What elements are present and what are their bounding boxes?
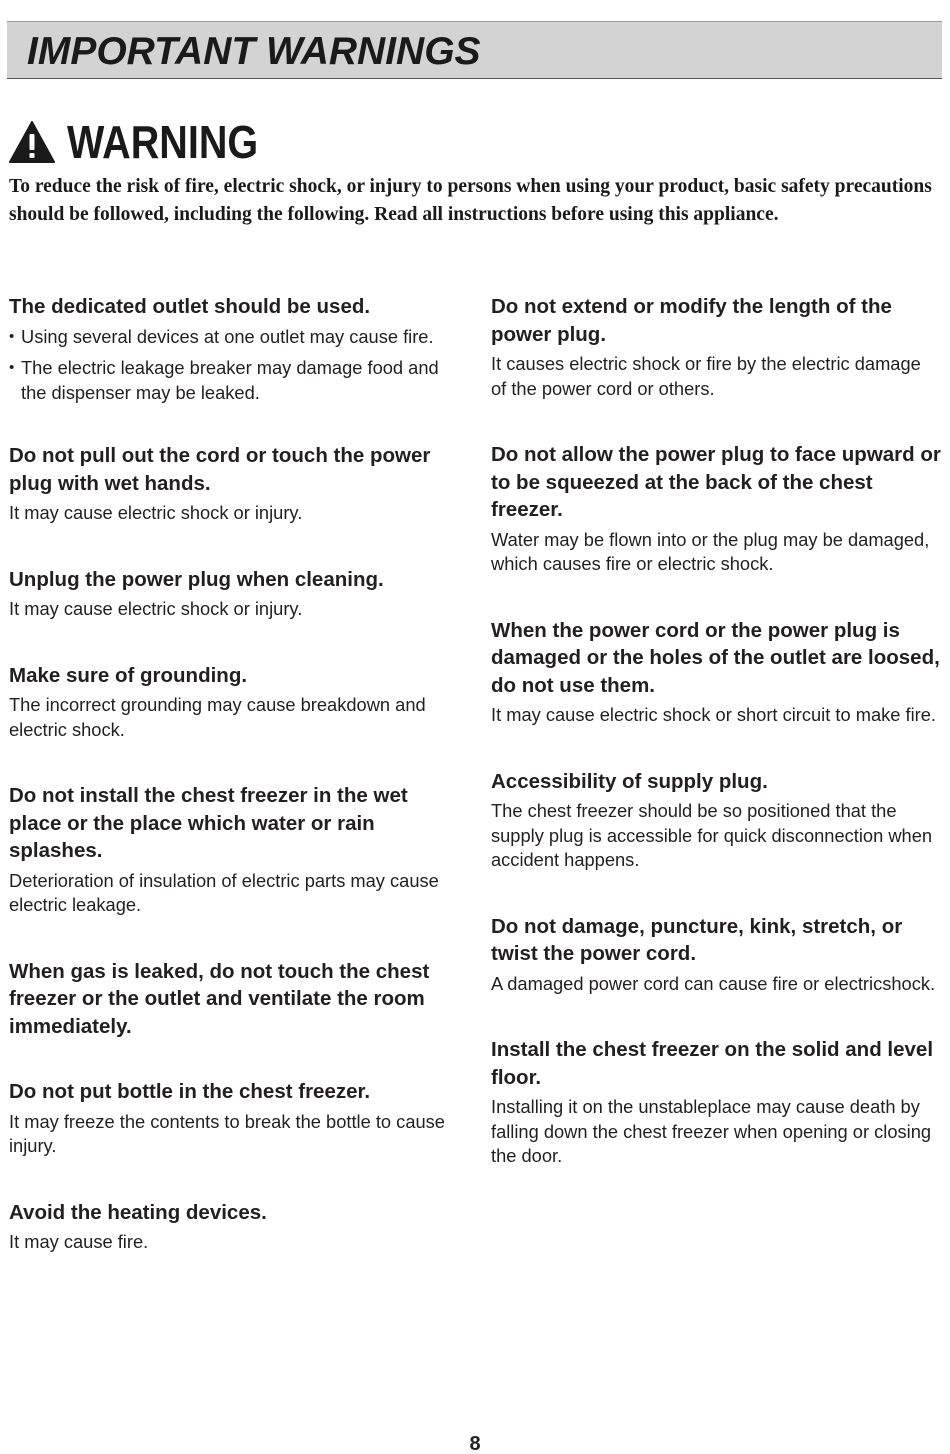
item-heading: Do not allow the power plug to face upward or to be squeezed at the back of the chest freezer. — [491, 443, 941, 521]
warning-item — [491, 617, 941, 728]
item-body: It may cause electric shock or injury. — [9, 502, 303, 523]
item-body: The chest freezer should be so positioned that the supply plug is accessible for quick disconnection when accident happens. — [491, 800, 933, 870]
warning-title: WARNING — [67, 116, 259, 168]
warning-heading — [9, 117, 289, 167]
left-column — [9, 293, 459, 1255]
warning-item — [491, 293, 941, 401]
item-body: Water may be flown into or the plug may be damaged, which causes fire or electric shock. — [491, 528, 930, 574]
item-body: It may cause electric shock or injury. — [9, 598, 303, 619]
item-heading: Do not install the chest freezer in the wet place or the place which water or rain splashes. — [9, 784, 408, 862]
warning-item — [491, 441, 941, 577]
item-heading: Do not damage, puncture, kink, stretch, or twist the power cord. — [491, 914, 903, 965]
warning-item — [9, 662, 459, 743]
item-heading: Do not pull out the cord or touch the power plug with wet hands. — [9, 444, 431, 495]
warning-item — [9, 1078, 459, 1159]
warning-item — [9, 293, 459, 405]
page-number: 8 — [469, 1433, 481, 1454]
section-header-bar — [7, 21, 942, 79]
item-heading: Make sure of grounding. — [9, 663, 248, 687]
bullet-list — [9, 325, 459, 406]
item-body: Installing it on the unstableplace may cause death by falling down the chest freezer when opening or closing the door. — [491, 1096, 932, 1166]
warning-item — [491, 1036, 941, 1169]
item-body: The incorrect grounding may cause breakdown and electric shock. — [9, 694, 426, 740]
warning-intro: To reduce the risk of fire, electric shock, or injury to persons when using your product, basic safety precautions should be followed, including the following. Read all instructions before using this appliance. — [9, 176, 932, 225]
warning-item — [9, 782, 459, 918]
item-body: It causes electric shock or fire by the electric damage of the power cord or others. — [491, 353, 921, 399]
item-heading: Accessibility of supply plug. — [491, 769, 768, 793]
page-title: IMPORTANT WARNINGS — [27, 30, 481, 73]
warning-item — [491, 768, 941, 873]
item-heading: When gas is leaked, do not touch the chest freezer or the outlet and ventilate the room immediately. — [9, 959, 430, 1038]
item-heading: The dedicated outlet should be used. — [9, 295, 371, 318]
warning-item — [491, 913, 941, 997]
bullet-item: • The electric leakage breaker may damage food and the dispenser may be leaked. — [9, 356, 459, 405]
item-heading: Avoid the heating devices. — [9, 1200, 267, 1224]
warning-item — [9, 442, 459, 526]
item-heading: Unplug the power plug when cleaning. — [9, 567, 384, 591]
item-heading: Install the chest freezer on the solid and level floor. — [491, 1038, 934, 1089]
item-body: It may cause electric shock or short circuit to make fire. — [491, 704, 936, 725]
item-heading: Do not extend or modify the length of the power plug. — [491, 295, 892, 346]
warning-item — [9, 958, 459, 1041]
item-body: It may freeze the contents to break the bottle to cause injury. — [9, 1110, 445, 1156]
item-heading: Do not put bottle in the chest freezer. — [9, 1080, 371, 1103]
item-body: A damaged power cord can cause fire or electricshock. — [491, 972, 936, 994]
bullet-item: • Using several devices at one outlet may cause fire. — [9, 325, 459, 350]
warning-item — [9, 566, 459, 622]
right-column — [491, 293, 941, 1169]
item-heading: When the power cord or the power plug is damaged or the holes of the outlet are loosed, do not use them. — [491, 618, 940, 697]
item-body: Deterioration of insulation of electric parts may cause electric leakage. — [9, 869, 439, 915]
item-body: It may cause fire. — [9, 1231, 149, 1252]
warning-item — [9, 1199, 459, 1255]
warning-triangle-icon — [9, 120, 55, 164]
